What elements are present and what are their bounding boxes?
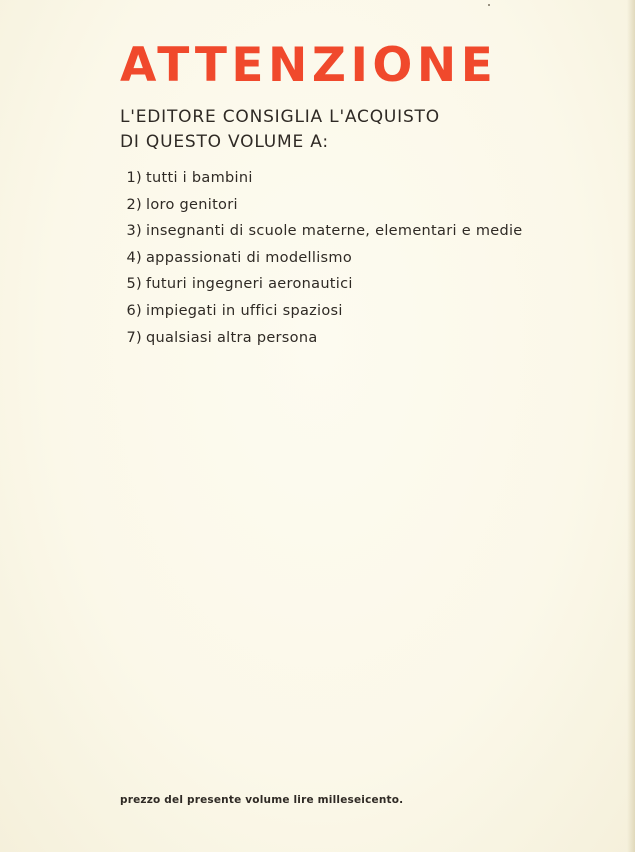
list-item-number: 7) xyxy=(126,329,142,346)
price-footer: prezzo del presente volume lire milleseicento. xyxy=(120,794,404,806)
list-item xyxy=(120,300,523,327)
intro-text xyxy=(120,105,440,155)
list-item xyxy=(120,167,523,194)
list-item-number: 3) xyxy=(126,223,142,240)
intro-line-1: L'EDITORE CONSIGLIA L'ACQUISTO xyxy=(120,107,440,127)
list-item-number: 5) xyxy=(126,276,142,293)
page-title: ATTENZIONE xyxy=(120,38,498,93)
recommendation-list xyxy=(120,167,523,353)
list-item-number: 1) xyxy=(126,170,142,186)
list-item-text: impiegati in uffici spaziosi xyxy=(146,302,343,319)
list-item xyxy=(120,327,523,354)
list-item xyxy=(120,247,523,274)
list-item-number: 2) xyxy=(126,196,142,213)
list-item-text: qualsiasi altra persona xyxy=(146,329,318,346)
intro-line-2: DI QUESTO VOLUME A: xyxy=(120,132,329,152)
list-item xyxy=(120,220,523,247)
list-item xyxy=(120,194,523,221)
list-item-number: 4) xyxy=(126,249,142,266)
list-item xyxy=(120,273,523,300)
list-item-text: appassionati di modellismo xyxy=(146,249,352,266)
paper-speck xyxy=(488,4,490,6)
list-item-text: tutti i bambini xyxy=(146,170,253,186)
list-item-text: insegnanti di scuole materne, elementari e medie xyxy=(146,223,523,240)
list-item-text: futuri ingegneri aeronautici xyxy=(146,276,353,293)
paper-edge-shadow xyxy=(627,0,635,852)
list-item-number: 6) xyxy=(126,302,142,319)
list-item-text: loro genitori xyxy=(146,196,238,213)
